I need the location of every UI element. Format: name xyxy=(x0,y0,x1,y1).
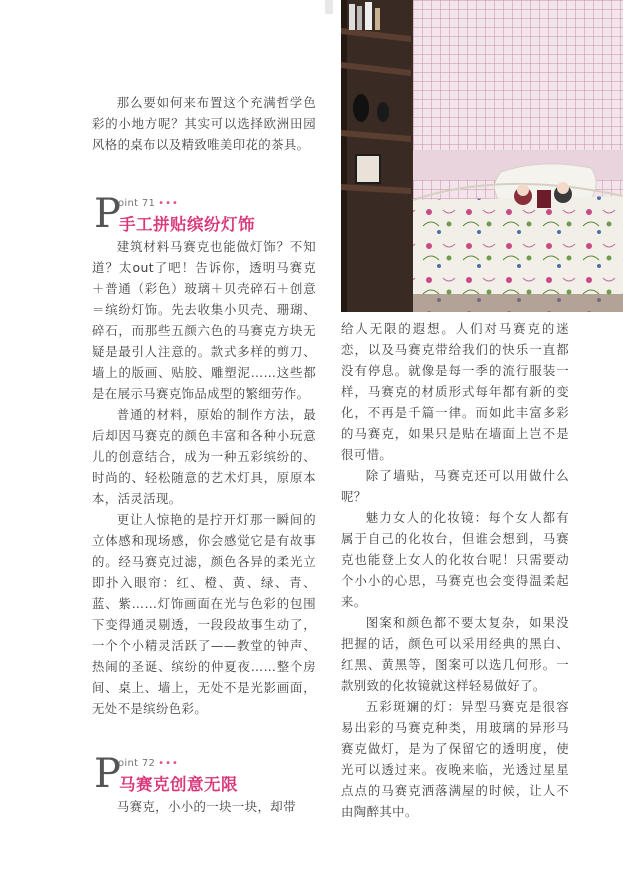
bedroom-photo xyxy=(341,0,623,312)
section-72-heading xyxy=(94,751,324,800)
section-72-body xyxy=(92,796,316,817)
body-paragraph: 建筑材料马赛克也能做灯饰？不知道？太out了吧！告诉你，透明马赛克＋普通（彩色）玻璃＋贝壳碎石＋创意＝缤纷灯饰。先去收集小贝壳、珊瑚、碎石，而那些五颜六色的马赛克方块无疑是最引人注意的。款式多样的剪刀、墙上的版画、贴胶、雕塑泥……这些都是在展示马赛克饰品成型的繁细劳作。 xyxy=(92,239,316,401)
section-71-heading xyxy=(94,191,324,240)
section-title: 马赛克创意无限 xyxy=(119,775,238,794)
body-paragraph: 图案和颜色都不要太复杂，如果没把握的话，颜色可以采用经典的黑白、红黑、黄黑等，图案可以选几何形。一款别致的化妆镜就这样轻易做好了。 xyxy=(341,615,569,693)
section-71-body xyxy=(92,236,316,719)
intro-block xyxy=(92,92,316,155)
point-label: oint 71 ••• xyxy=(118,198,179,209)
body-paragraph: 普通的材料，原始的制作方法，最后却因马赛克的颜色丰富和各种小玩意儿的创意结合，成为一种五彩缤纷的、时尚的、轻松随意的艺术灯具，原原本本，活灵活现。 xyxy=(92,407,316,506)
intro-paragraph: 那么要如何来布置这个充满哲学色彩的小地方呢？其实可以选择欧洲田园风格的桌布以及精致唯美印花的茶具。 xyxy=(92,95,316,152)
body-paragraph: 给人无限的遐想。人们对马赛克的迷恋，以及马赛克带给我们的快乐一直都没有停息。就像是每一季的流行服装一样，马赛克的材质形式每年都有新的变化，不再是千篇一律。而如此丰富多彩的马赛克，如果只是贴在墙面上岂不是很可惜。 xyxy=(341,321,569,462)
top-divider xyxy=(325,0,333,14)
decorative-dots: ••• xyxy=(158,198,179,209)
body-paragraph: 五彩斑斓的灯：异型马赛克是很容易出彩的马赛克种类，用玻璃的异形马赛克做灯，是为了保留它的透明度，使光可以透过来。夜晚来临，光透过星星点点的马赛克洒落满屋的时候，让人不由陶醉其中。 xyxy=(341,699,569,819)
heading-letter: P xyxy=(94,191,121,237)
heading-letter: P xyxy=(94,751,121,797)
body-paragraph: 更让人惊艳的是拧开灯那一瞬间的立体感和现场感，你会感觉它是有故事的。经马赛克过滤，颜色各异的柔光立即扑入眼帘：红、橙、黄、绿、青、蓝、紫……灯饰画面在光与色彩的包围下变得通灵剔透，一段段故事生动了，一个个小精灵活跃了——教堂的钟声、热闹的圣诞、缤纷的仲夏夜……整个房间、桌上、墙上，无处不是光影画面，无处不是缤纷色彩。 xyxy=(92,512,316,716)
section-title: 手工拼贴缤纷灯饰 xyxy=(119,215,255,234)
body-paragraph: 马赛克，小小的一块一块，却带 xyxy=(116,799,296,814)
decorative-dots: ••• xyxy=(158,758,179,769)
point-label: oint 72 ••• xyxy=(118,758,179,769)
body-paragraph: 除了墙贴，马赛克还可以用做什么呢？ xyxy=(341,468,569,504)
body-paragraph: 魅力女人的化妆镜：每个女人都有属于自己的化妆台，但谁会想到，马赛克也能登上女人的化妆台呢！只需要动个小小的心思，马赛克也会变得温柔起来。 xyxy=(341,510,569,609)
right-column xyxy=(341,318,569,822)
